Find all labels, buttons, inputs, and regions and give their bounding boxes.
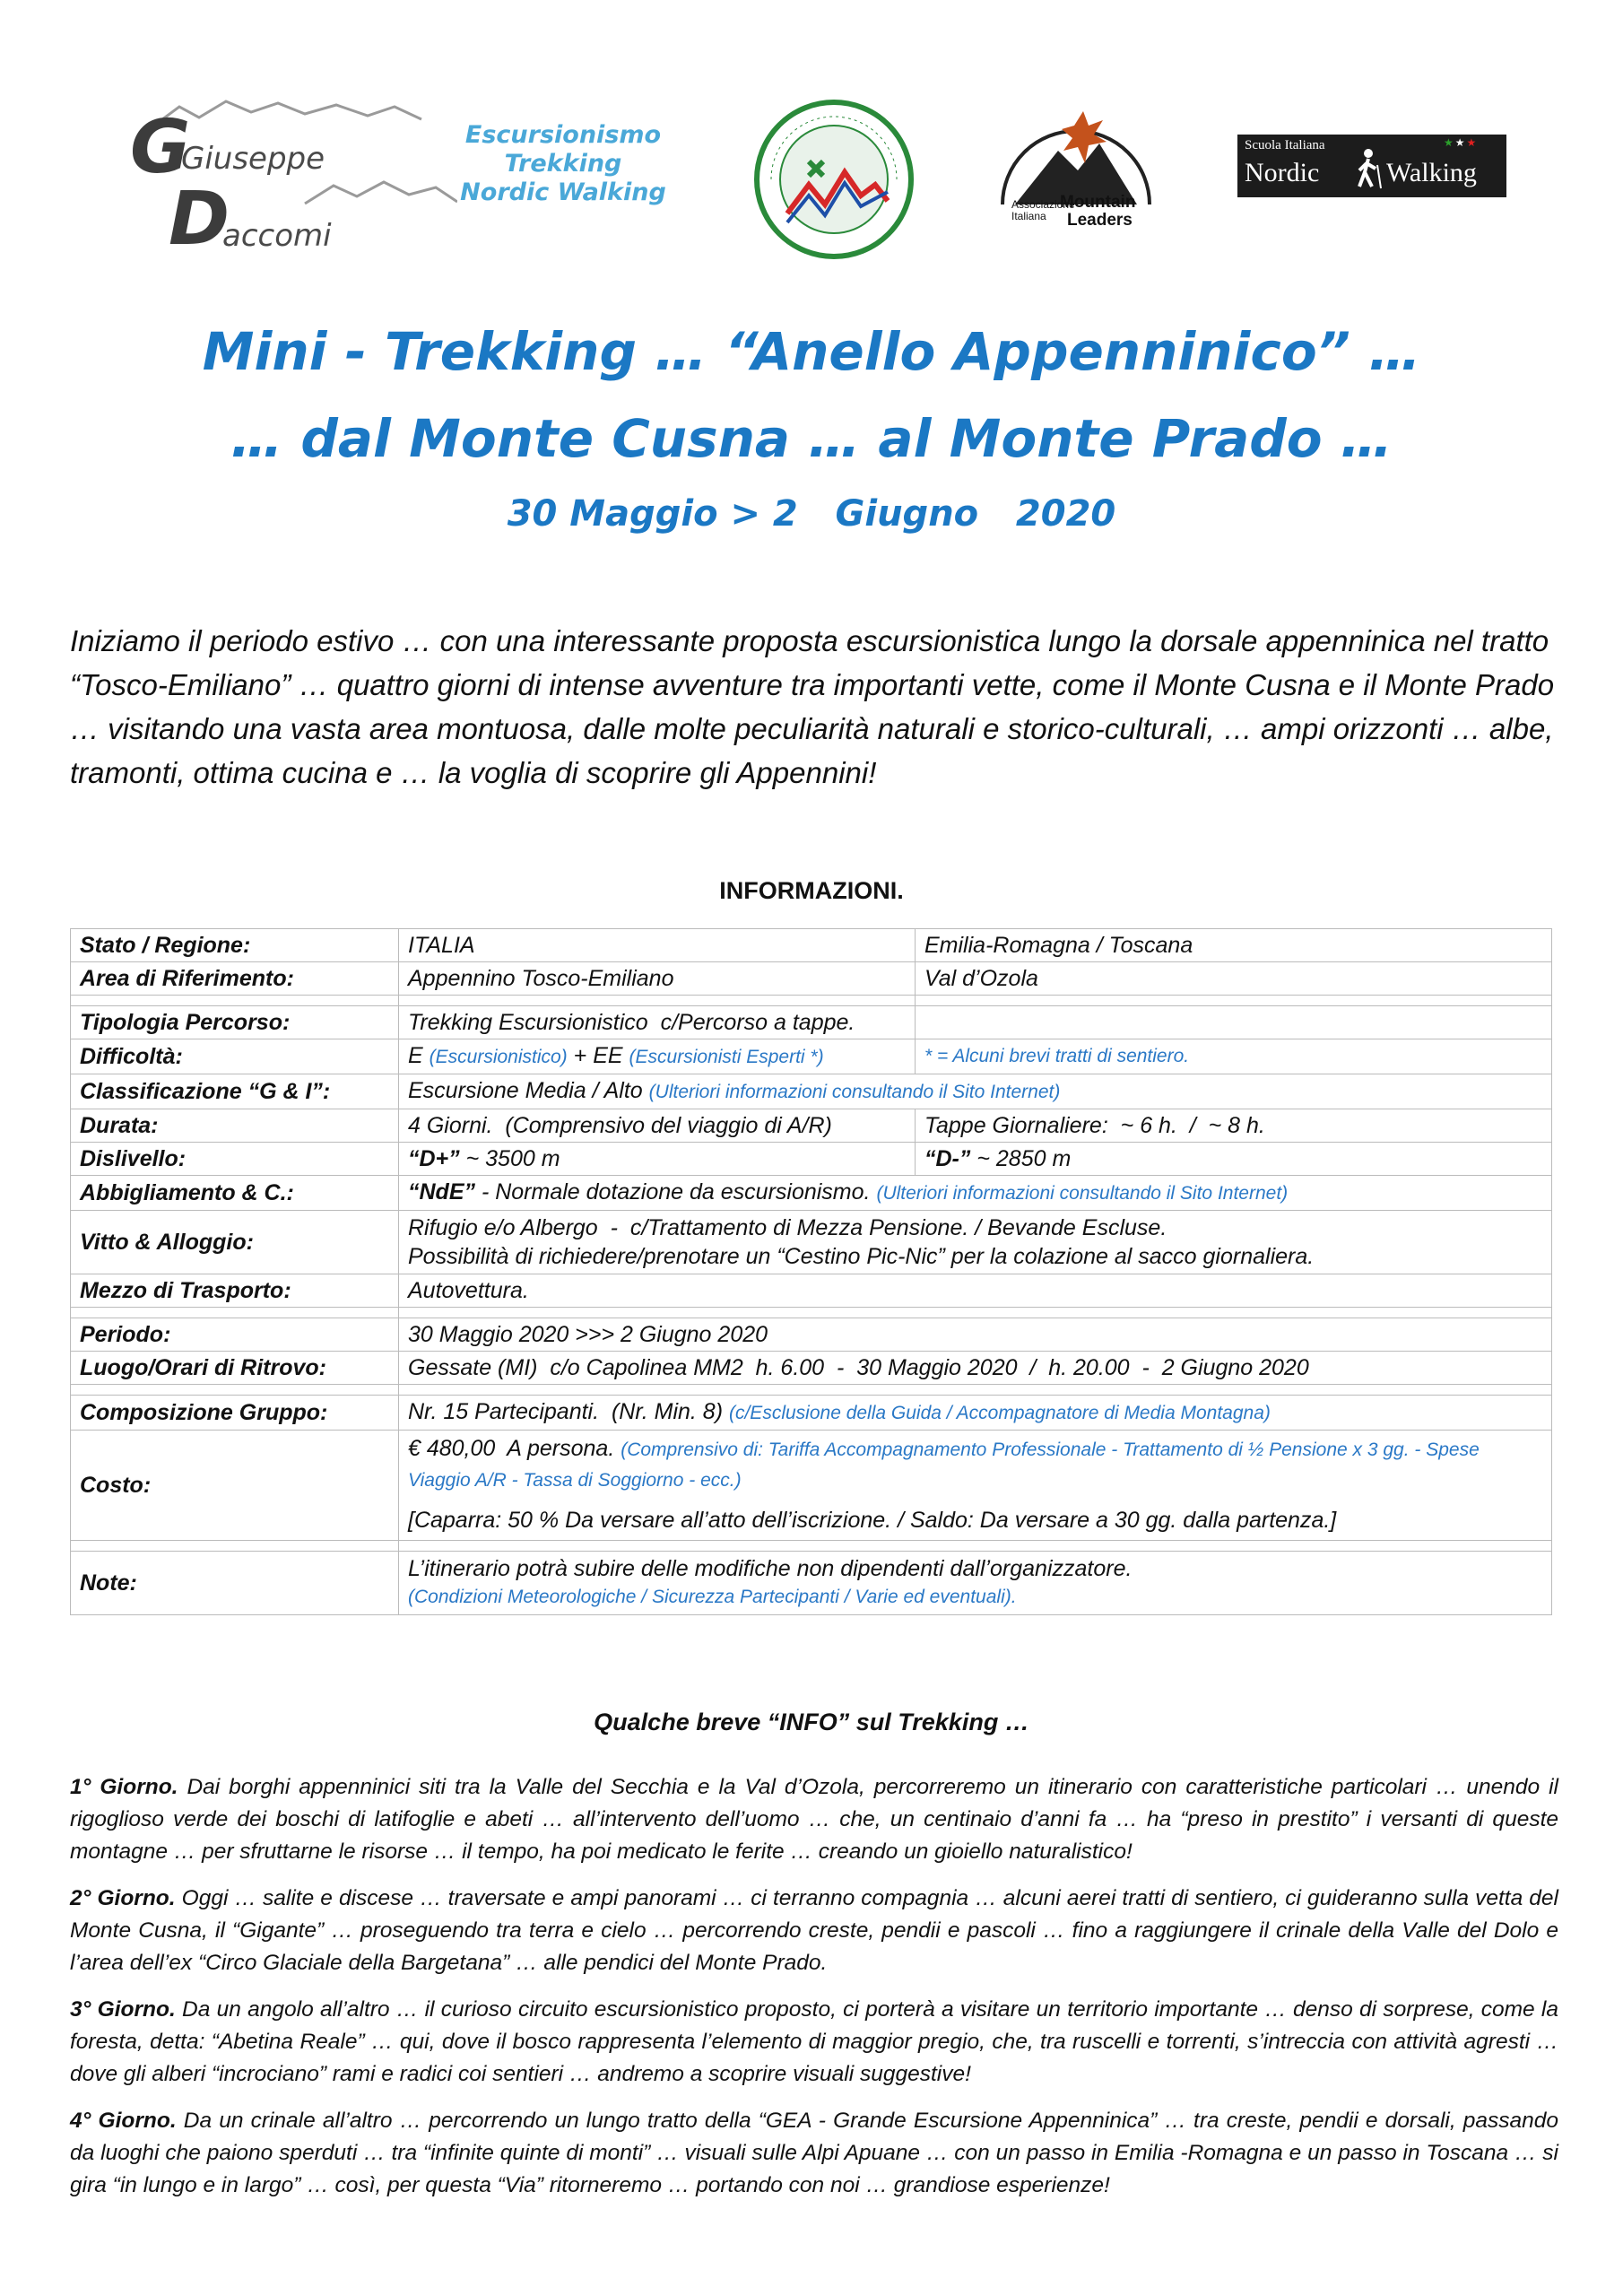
table-row: [71, 1211, 1552, 1274]
nw-school-text: Scuola Italiana: [1245, 138, 1325, 152]
row-label: Stato / Regione:: [71, 929, 399, 962]
row-value: [399, 1552, 1552, 1615]
day-label: 3° Giorno.: [70, 1997, 176, 2022]
table-spacer-row: [71, 996, 1552, 1006]
gear-note: (Ulteriori informazioni consultando il Sito Internet): [876, 1183, 1289, 1204]
grade-ee: EE: [593, 1043, 623, 1068]
title-dates: 30 Maggio > 2 Giugno 2020: [507, 493, 1116, 535]
row-value: Val d’Ozola: [916, 962, 1552, 996]
board-line-2: Possibilità di richiedere/prenotare un “Cestino Pic-Nic” per la colazione al sacco giornaliera.: [408, 1244, 1315, 1269]
note-text: L’itinerario potrà subire delle modifiche non dipendenti dall’organizzatore.: [408, 1556, 1133, 1581]
info-heading: INFORMAZIONI.: [719, 877, 904, 904]
d-plus-value: ~ 3500 m: [465, 1146, 560, 1171]
row-label: Periodo:: [71, 1318, 399, 1352]
row-value: [399, 1431, 1552, 1541]
mountain-leaders-logo: [995, 99, 1157, 242]
guide-alpine-logo: [753, 99, 915, 260]
row-value: Tappe Giornaliere: ~ 6 h. / ~ 8 h.: [916, 1109, 1552, 1143]
trekking-days: [70, 1771, 1558, 2216]
nde-label: “NdE”: [408, 1179, 475, 1205]
table-spacer-row: [71, 1541, 1552, 1552]
etn-line-1: Escursionismo: [464, 121, 662, 149]
gd-initial-d: D: [169, 177, 230, 262]
table-row: [71, 1176, 1552, 1211]
day-paragraph: [70, 1994, 1558, 2091]
table-spacer-row: [71, 1385, 1552, 1396]
walker-icon: [1352, 147, 1383, 190]
row-label: Composizione Gruppo:: [71, 1396, 399, 1431]
guide-alpine-badge-icon: [753, 99, 915, 260]
group-size-note: (c/Esclusione della Guida / Accompagnatore di Media Montagna): [728, 1403, 1271, 1423]
giuseppe-daccomi-logo: [126, 94, 457, 274]
row-value: [916, 1006, 1552, 1039]
gd-last-name: accomi: [222, 218, 332, 254]
title-line-2: … dal Monte Cusna … al Monte Prado …: [230, 408, 1393, 469]
table-row: [71, 929, 1552, 962]
etn-line-3: Nordic Walking: [460, 178, 666, 206]
day-text: Da un angolo all’altro … il curioso circuito escursionistico proposto, ci porterà a visitare un territorio importante … denso di sorprese, come la foresta, detta: “Abetina Reale” … qui, dove il bosco rappresenta l’elemento di maggior pregio, che, tra ruscelli e torrenti, s’intreccia con attività agresti … dove gli alberi “incrociano” rami e radici coi sentieri … andremo a scoprire visuali suggestive!: [70, 1997, 1558, 2086]
row-value: 30 Maggio 2020 >>> 2 Giugno 2020: [399, 1318, 1552, 1352]
d-minus-label: “D-”: [924, 1146, 971, 1171]
escursionismo-logo: [438, 121, 689, 207]
cost-block: [408, 1434, 1544, 1495]
table-row: [71, 1074, 1552, 1109]
row-label: Area di Riferimento:: [71, 962, 399, 996]
nw-stars-icon: ★★★: [1444, 136, 1479, 149]
classification-value: Escursione Media / Alto: [408, 1078, 643, 1103]
cost-note: (Comprensivo di: Tariffa Accompagnamento Professionale - Trattamento di ½ Pensione x 3 gg. - Spese Viaggio A/R - Tassa di Soggiorno - ecc.): [408, 1439, 1480, 1491]
day-label: 2° Giorno.: [70, 1886, 176, 1910]
row-label: Luogo/Orari di Ritrovo:: [71, 1352, 399, 1385]
logo-bar: [0, 85, 1623, 283]
d-minus-value: ~ 2850 m: [976, 1146, 1072, 1171]
day-paragraph: [70, 1883, 1558, 1979]
row-label: Tipologia Percorso:: [71, 1006, 399, 1039]
cost-price: € 480,00 A persona.: [408, 1436, 615, 1461]
table-row: [71, 1006, 1552, 1039]
row-label: Costo:: [71, 1431, 399, 1541]
table-row: [71, 1318, 1552, 1352]
table-row: [71, 1143, 1552, 1176]
row-value: [399, 1039, 916, 1074]
row-value: [399, 1074, 1552, 1109]
row-value: Trekking Escursionistico c/Percorso a tappe.: [399, 1006, 916, 1039]
classification-note: (Ulteriori informazioni consultando il Sito Internet): [648, 1082, 1061, 1102]
nw-name-walking: Walking: [1386, 158, 1477, 187]
row-label: Vitto & Alloggio:: [71, 1211, 399, 1274]
grade-e-note: (Escursionistico): [429, 1047, 568, 1067]
row-value: [916, 1143, 1552, 1176]
info-table: [70, 928, 1552, 1615]
grade-plus: +: [573, 1043, 587, 1068]
table-spacer-row: [71, 1308, 1552, 1318]
row-label: Classificazione “G & I”:: [71, 1074, 399, 1109]
gd-first-name: Giuseppe: [181, 141, 325, 177]
nordic-walking-logo: [1237, 135, 1506, 197]
day-label: 4° Giorno.: [70, 2109, 177, 2133]
day-paragraph: [70, 2105, 1558, 2202]
table-row: [71, 1552, 1552, 1615]
day-label: 1° Giorno.: [70, 1775, 178, 1799]
board-line-1: Rifugio e/o Albergo - c/Trattamento di Mezza Pensione. / Bevande Escluse.: [408, 1215, 1167, 1240]
ml-name-line-2: Leaders: [1067, 211, 1133, 230]
grade-ee-note: (Escursionisti Esperti *): [629, 1047, 824, 1067]
group-size-value: Nr. 15 Partecipanti. (Nr. Min. 8): [408, 1399, 724, 1424]
etn-line-2: Trekking: [504, 150, 622, 178]
row-value: [399, 1176, 1552, 1211]
row-value: Autovettura.: [399, 1274, 1552, 1308]
cost-deposit: [Caparra: 50 % Da versare all’atto dell’iscrizione. / Saldo: Da versare a 30 gg. dalla partenza.]: [408, 1508, 1337, 1533]
row-label: Abbigliamento & C.:: [71, 1176, 399, 1211]
ml-association-text: Associazione Italiana: [1011, 198, 1075, 222]
row-value: [399, 1143, 916, 1176]
table-row: [71, 1109, 1552, 1143]
nw-name-nordic: Nordic: [1245, 158, 1320, 187]
ml-name-line-1: Mountain: [1060, 193, 1136, 212]
row-value: Appennino Tosco-Emiliano: [399, 962, 916, 996]
d-plus-label: “D+”: [408, 1146, 460, 1171]
day-text: Dai borghi appenninici siti tra la Valle del Secchia e la Val d’Ozola, percorreremo un itinerario con caratteristiche particolari … unendo il rigoglioso verde dei boschi di latifoglie e abeti … all’intervento dell’uomo … che, un centinaio d’anni fa … ha “preso in prestito” i versanti di queste montagne … per sfruttarne le risorse … il tempo, ha poi medicato le ferite … creando un gioiello naturalistico!: [70, 1775, 1558, 1864]
row-value: Gessate (MI) c/o Capolinea MM2 h. 6.00 - 30 Maggio 2020 / h. 20.00 - 2 Giugno 2020: [399, 1352, 1552, 1385]
row-label: Dislivello:: [71, 1143, 399, 1176]
table-row: [71, 962, 1552, 996]
day-text: Oggi … salite e discese … traversate e ampi panorami … ci terranno compagnia … alcuni aerei tratti di sentiero, ci guideranno sulla vetta del Monte Cusna, il “Gigante” … proseguendo tra terra e cielo … percorrendo creste, pendii e pascoli … fino a raggiungere il crinale della Valle del Dolo e l’area dell’ex “Circo Glaciale della Bargetana” … alle pendici del Monte Prado.: [70, 1886, 1558, 1975]
intro-paragraph: Iniziamo il periodo estivo … con una interessante proposta escursionistica lungo la dorsale appenninica nel tratto “Tosco-Emiliano” … quattro giorni di intense avventure tra importanti vette, come il Monte Cusna e il Monte Prado … visitando una vasta area montuosa, dalle molte peculiarità naturali e storico-culturali, … ampi orizzonti … albe, tramonti, ottima cucina e … la voglia di scoprire gli Appennini!: [70, 624, 1555, 789]
day-text: Da un crinale all’altro … percorrendo un lungo tratto della “GEA - Grande Escursione Appenninica” … tra creste, pendii e dorsali, passando da luoghi che paiono sperduti … tra “infinite quinte di monti” … visuali sulle Alpi Apuane … con un passo in Emilia -Romagna e un passo in Toscana … si gira “in lungo e in largo” … così, per questa “Via” ritorneremo … portando con noi … grandiose esperienze!: [70, 2109, 1559, 2197]
row-value: [399, 1396, 1552, 1431]
table-row: [71, 1431, 1552, 1541]
title-line-1: Mini - Trekking … “Anello Appenninico” …: [202, 321, 1421, 382]
table-row: [71, 1274, 1552, 1308]
row-label: Durata:: [71, 1109, 399, 1143]
gd-initial-g: G: [130, 105, 191, 190]
row-label: Note:: [71, 1552, 399, 1615]
row-value: [399, 1211, 1552, 1274]
row-value: * = Alcuni brevi tratti di sentiero.: [916, 1039, 1552, 1074]
note-subtext: (Condizioni Meteorologiche / Sicurezza Partecipanti / Varie ed eventuali).: [408, 1587, 1017, 1607]
row-label: Mezzo di Trasporto:: [71, 1274, 399, 1308]
row-label: Difficoltà:: [71, 1039, 399, 1074]
day-paragraph: [70, 1771, 1558, 1868]
table-row: [71, 1396, 1552, 1431]
row-value: ITALIA: [399, 929, 916, 962]
table-row: [71, 1352, 1552, 1385]
row-value: 4 Giorni. (Comprensivo del viaggio di A/R): [399, 1109, 916, 1143]
gear-value: - Normale dotazione da escursionismo.: [481, 1179, 871, 1205]
grade-e: E: [408, 1043, 423, 1068]
trekking-heading: Qualche breve “INFO” sul Trekking …: [594, 1709, 1029, 1735]
table-row: [71, 1039, 1552, 1074]
row-value: Emilia-Romagna / Toscana: [916, 929, 1552, 962]
